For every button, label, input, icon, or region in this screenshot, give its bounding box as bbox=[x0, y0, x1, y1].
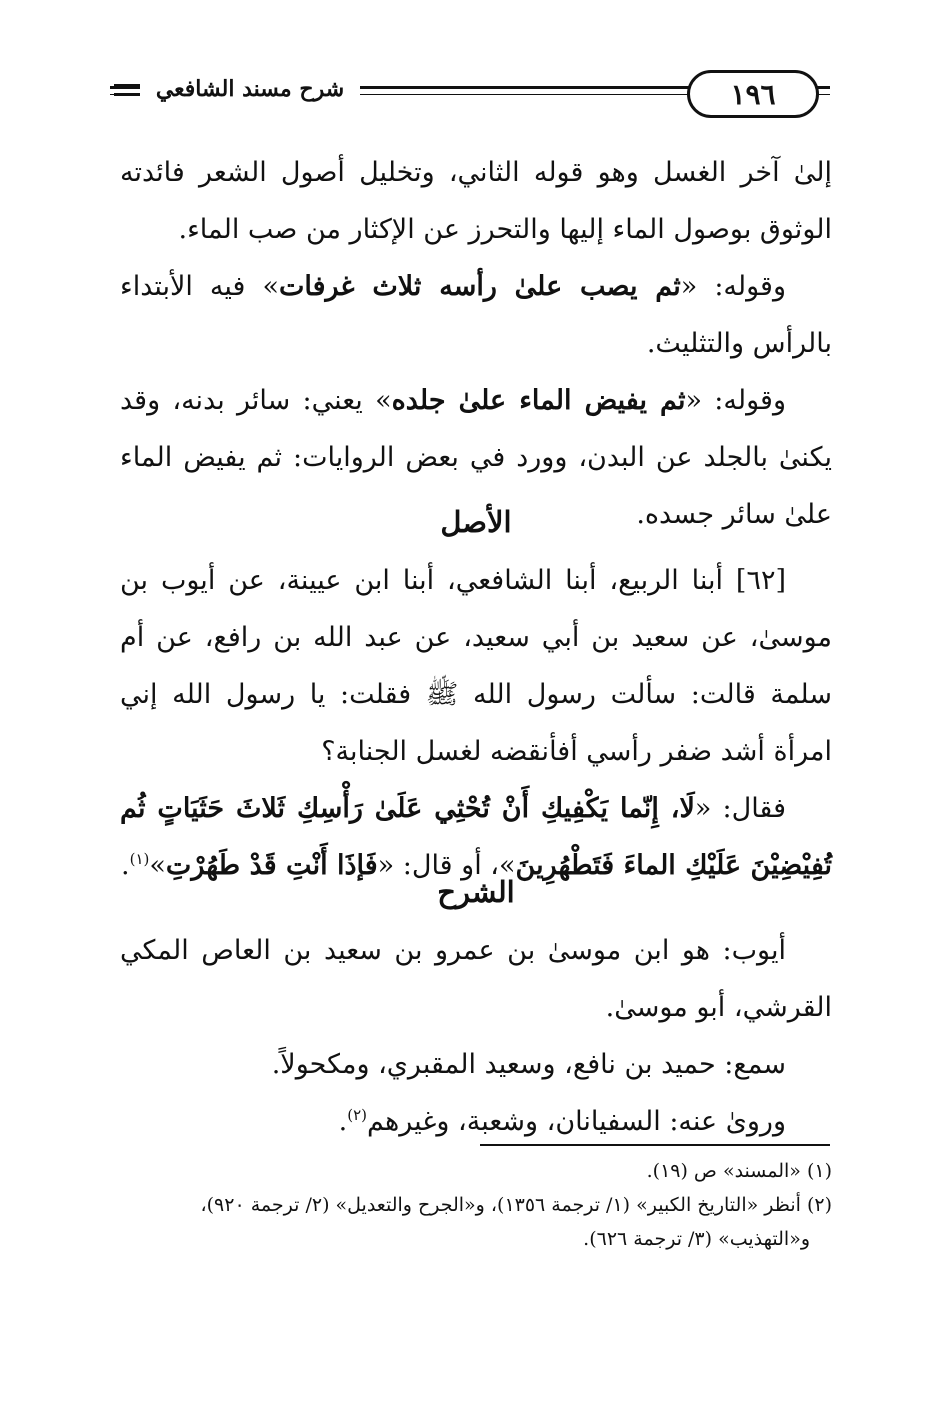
commentary-block bbox=[120, 144, 832, 543]
hadith-chain: [٦٢] أبنا الربيع، أبنا الشافعي، أبنا ابن عيينة، عن أيوب بن موسىٰ، عن سعيد بن أبي سعيد، عن عبد الله بن رافع، عن أم سلمة قالت: سألت رسول الله ﷺ فقلت: يا رسول الله إني امرأة أشد ضفر رأسي أفأنقضه لغسل الجنابة؟ bbox=[120, 565, 832, 767]
section-heading-sharh: الشرح bbox=[437, 875, 515, 909]
sharh-block bbox=[120, 922, 832, 1150]
page-header bbox=[110, 62, 830, 122]
hadith-text: فقال: «لَا، إِنّما يَكْفِيكِ أَنْ تُحْثِي عَلَىٰ رَأْسِكِ ثَلاثَ حَثَيَاتٍ ثُم تُفِيْضِيْنَ عَلَيْكِ الماءَ فَتَطْهُرِينَ»، أو قال: «فَإذَا أَنْتِ قَدْ طَهُرْتِ»$^{(١)}$. bbox=[120, 793, 832, 881]
paragraph: وقوله: «ثم يفيض الماء علىٰ جلده» يعني: سائر بدنه، وقد يكنىٰ بالجلد عن البدن، وورد في بعض الروايات: ثم يفيض الماء علىٰ سائر جسده. bbox=[120, 385, 832, 530]
footnote-ref: (٢) bbox=[347, 1106, 368, 1124]
footnote-continuation: و«التهذيب» (٣/ ترجمة ٦٢٦). bbox=[583, 1228, 810, 1250]
paragraph: وقوله: «ثم يصب علىٰ رأسه ثلاث غرفات» فيه الأبتداء بالرأس والتثليث. bbox=[120, 271, 832, 359]
hadith-block bbox=[120, 552, 832, 894]
paragraph: إلىٰ آخر الغسل وهو قوله الثاني، وتخليل أصول الشعر فائدته الوثوق بوصول الماء إليها والتحرز عن الإكثار من صب الماء. bbox=[120, 157, 832, 245]
title-dash-mark bbox=[114, 93, 140, 96]
footnote: (١) «المسند» ص (١٩). bbox=[646, 1160, 832, 1182]
title-dash-mark bbox=[114, 84, 140, 87]
paragraph: سمع: حميد بن نافع، وسعيد المقبري، ومكحولاً. bbox=[271, 1049, 786, 1080]
section-heading-asl: الأصل bbox=[440, 505, 512, 539]
running-title: شرح مسند الشافعي bbox=[140, 76, 360, 102]
footnote-separator bbox=[480, 1144, 830, 1146]
footnote: (٢) أنظر «التاريخ الكبير» (١/ ترجمة ١٣٥٦)، و«الجرح والتعديل» (٢/ ترجمة ٩٢٠)، bbox=[200, 1194, 832, 1216]
footnotes bbox=[118, 1154, 832, 1256]
footnote-ref: (١) bbox=[129, 850, 150, 868]
paragraph: وروىٰ عنه: السفيانان، وشعبة، وغيرهم$^{(٢)}$. bbox=[338, 1106, 786, 1137]
paragraph: أيوب: هو ابن موسىٰ بن عمرو بن سعيد بن العاص المكي القرشي، أبو موسىٰ. bbox=[120, 935, 832, 1023]
page-number-badge: ١٩٦ bbox=[687, 70, 819, 118]
